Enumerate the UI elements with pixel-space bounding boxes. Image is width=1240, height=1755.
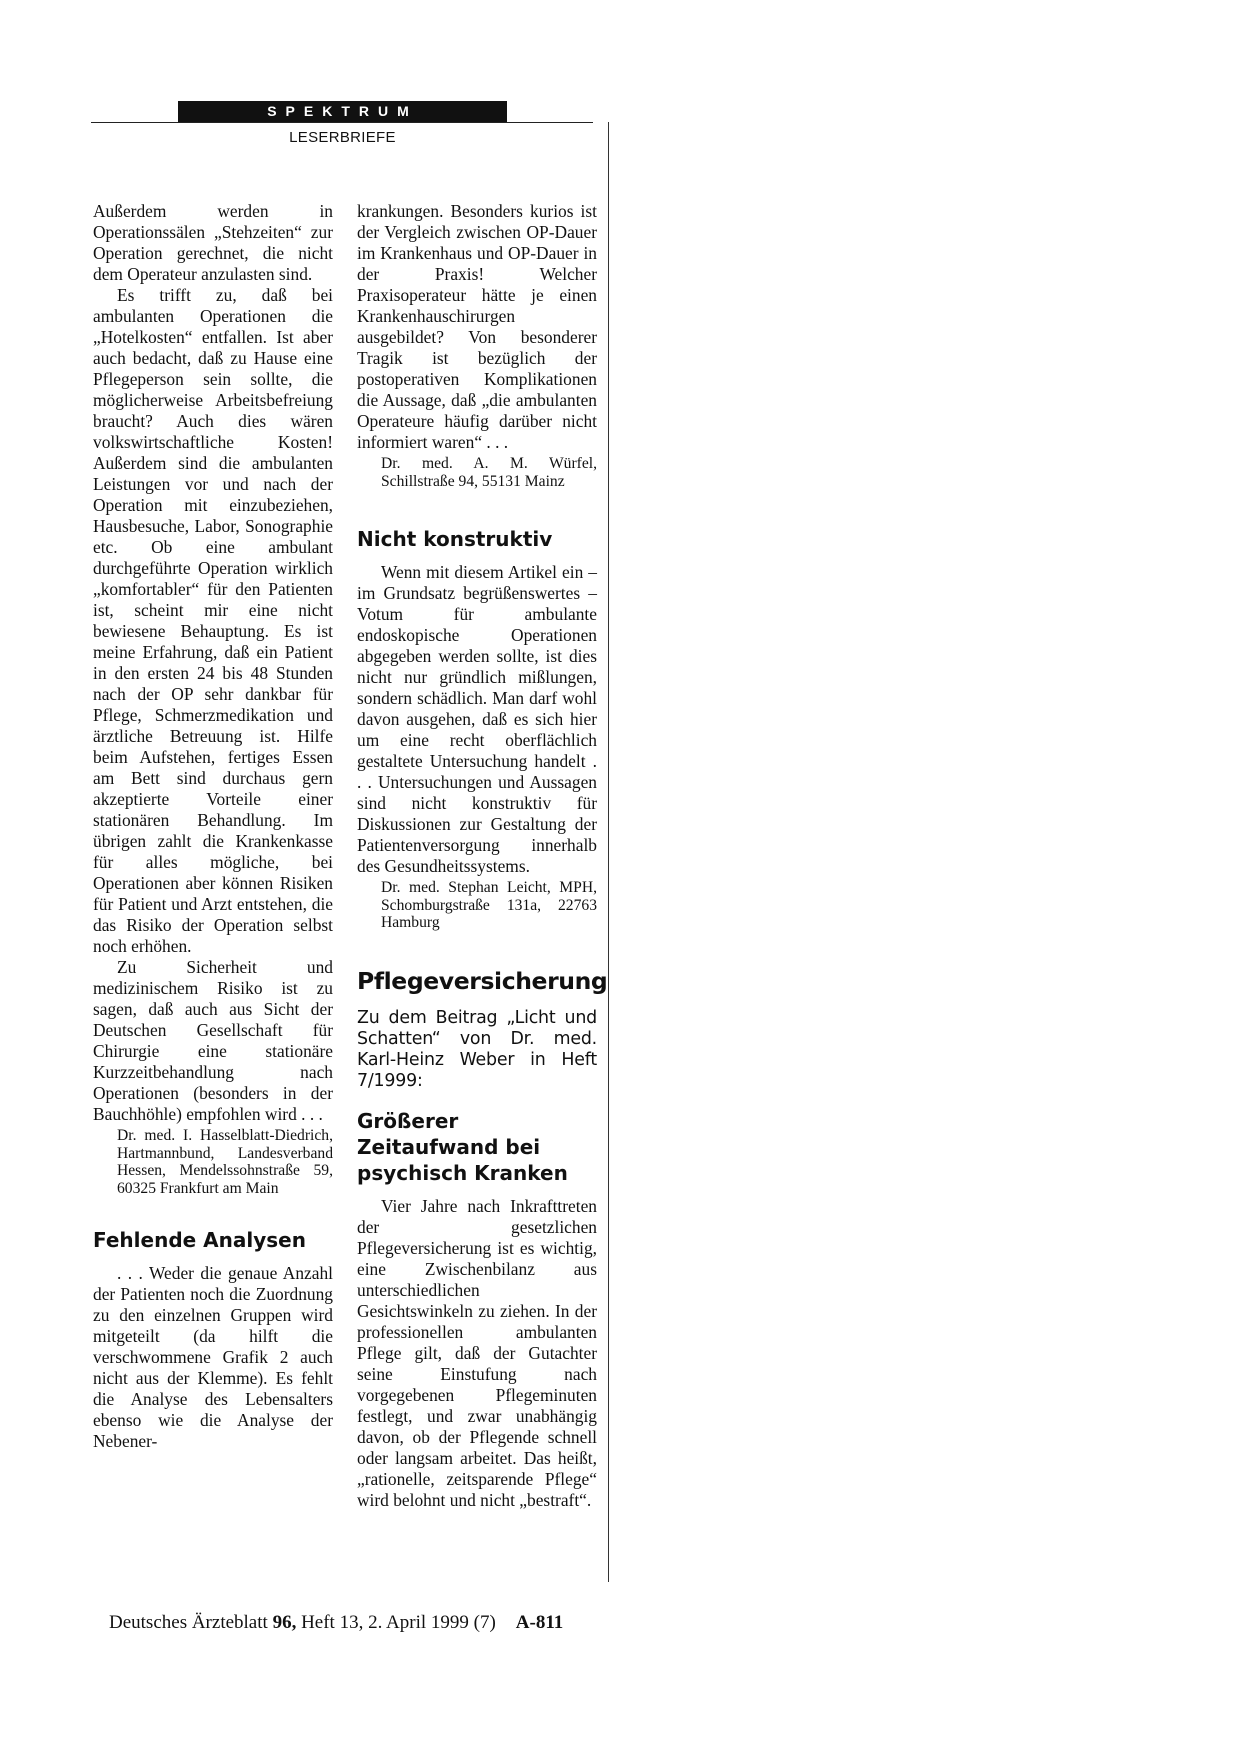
topic-heading: Pflegeversicherung [357,966,608,995]
letter-heading: Größerer Zeitaufwand bei psychisch Kranken [357,1108,568,1185]
signature: Dr. med. I. Hasselblatt-Diedrich, Hartmannbund, Landesverband Hessen, Mendelssohnstraße 59, 60325 Frankfurt am Main [117,1127,333,1197]
header-rule [91,122,593,123]
paragraph: . . . Weder die genaue Anzahl der Patienten noch die Zuordnung zu den einzelnen Gruppen wird mitgeteilt (da hilft die verschwommene Grafik 2 auch nicht aus der Klemme). Es fehlt die Analyse des Lebensalters ebenso wie die Analyse der Nebener- [93,1263,333,1451]
signature: Dr. med. A. M. Würfel, Schillstraße 94, 55131 Mainz [381,455,597,490]
right-column [357,201,608,1511]
paragraph: Wenn mit diesem Artikel ein – im Grundsatz begrüßenswertes – Votum für ambulante endoskopische Operationen abgegeben werden sollte, ist dies nicht nur gründlich mißlungen, sondern schädlich. Man darf wohl davon ausgehen, daß es sich hier um eine recht oberflächlich gestaltete Untersuchung handelt . . . Untersuchungen und Aussagen sind nicht konstruktiv für Diskussionen zur Gestaltung der Patientenversorgung innerhalb des Gesundheitssystems. [357,562,597,876]
journal-name: Deutsches Ärzteblatt [109,1612,268,1633]
paragraph: krankungen. Besonders kurios ist der Vergleich zwischen OP-Dauer im Krankenhaus und OP-Dauer in der Praxis! Welcher Praxisoperateur hätte je einen Krankenhauschirurgen ausgebildet? Von besonderer Tragik ist bezüglich der postoperativen Komplikationen die Aussage, daß „die ambulanten Operateure häufig darüber nicht informiert waren“ . . . [357,201,597,452]
letter-heading: Fehlende Analysen [93,1228,306,1252]
article-reference: Zu dem Beitrag „Licht und Schatten“ von Dr. med. Karl-Heinz Weber in Heft 7/1999: [357,1007,597,1091]
column-rule [608,122,609,1582]
section-label: SPEKTRUM [178,101,507,122]
letter-heading: Nicht konstruktiv [357,527,553,551]
page-number: A-811 [515,1612,564,1633]
left-column [93,201,333,1452]
paragraph: Vier Jahre nach Inkrafttreten der gesetzlichen Pflegeversicherung ist es wichtig, eine Zwischenbilanz aus unterschiedlichen Gesichtswinkeln zu ziehen. In der professionellen ambulanten Pflege gilt, daß der Gutachter seine Einstufung nach vorgegebenen Pflegeminuten festlegt, und zwar unabhängig davon, ob der Pflegende schnell oder langsam arbeitet. Das heißt, „rationelle, zeitsparende Pflege“ wird belohnt und nicht „bestraft“. [357,1195,597,1510]
subsection-label: LESERBRIEFE [289,129,396,146]
paragraph: Außerdem werden in Operationssälen „Stehzeiten“ zur Operation gerechnet, die nicht dem Operateur anzulasten sind. [93,201,333,284]
page-footer [109,1612,599,1634]
paragraph: Es trifft zu, daß bei ambulanten Operationen die „Hotelkosten“ entfallen. Ist aber auch bedacht, daß zu Hause eine Pflegeperson sein sollte, die möglicherweise Arbeitsbefreiung braucht? Auch dies wären volkswirtschaftliche Kosten! Außerdem sind die ambulanten Leistungen vor und nach der Operation mit einzubeziehen, Hausbesuche, Labor, Sonographie etc. Ob eine ambulant durchgeführte Operation wirklich „komfortabler“ für den Patienten ist, scheint mir eine nicht bewiesene Behauptung. Es ist meine Erfahrung, daß ein Patient in den ersten 24 bis 48 Stunden nach der OP sehr dankbar für Pflege, Schmerzmedikation und ärztliche Betreuung ist. Hilfe beim Aufstehen, fertiges Essen am Bett sind durchaus gern akzeptierte Vorteile einer stationären Behandlung. Im übrigen zahlt die Krankenkasse für alles mögliche, bei Operationen aber können Risiken für Patient und Arzt entstehen, die das Risiko der Operation selbst noch erhöhen. [93,285,333,956]
paragraph: Zu Sicherheit und medizinischem Risiko ist zu sagen, daß auch aus Sicht der Deutschen Gesellschaft für Chirurgie eine stationäre Kurzzeitbehandlung nach Operationen (besonders in der Bauchhöhle) empfohlen wird . . . [93,957,333,1124]
signature: Dr. med. Stephan Leicht, MPH, Schomburgstraße 131a, 22763 Hamburg [381,879,597,931]
volume-number: 96, [272,1612,297,1633]
issue-info: Heft 13, 2. April 1999 (7) [301,1612,496,1633]
